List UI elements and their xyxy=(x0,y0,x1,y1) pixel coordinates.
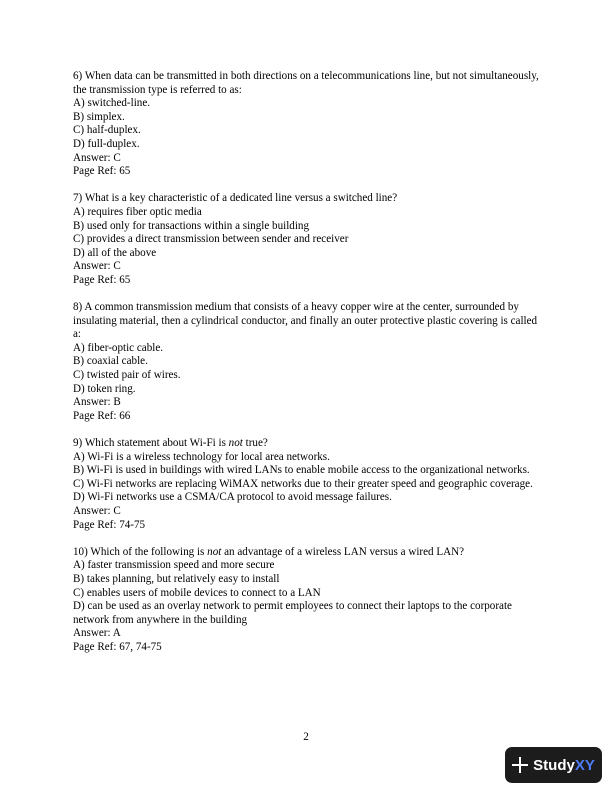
studyxy-wordmark-main: Study xyxy=(533,756,575,774)
question-10-prompt-start: 10) Which of the following is xyxy=(73,545,208,558)
studyxy-wordmark xyxy=(533,757,595,774)
question-8-option-c: C) twisted pair of wires. xyxy=(73,369,181,382)
question-9-prompt-emphasis: not xyxy=(228,437,243,450)
question-10-prompt-emphasis: not xyxy=(207,545,222,558)
question-6-option-b: B) simplex. xyxy=(73,110,125,123)
question-9 xyxy=(73,437,543,532)
question-8-option-d: D) token ring. xyxy=(73,382,136,395)
question-8-page-ref: Page Ref: 66 xyxy=(73,409,131,422)
question-9-option-d: D) Wi-Fi networks use a CSMA/CA protocol to avoid message failures. xyxy=(73,491,392,504)
studyxy-wordmark-accent: XY xyxy=(574,756,595,774)
question-9-prompt xyxy=(73,437,543,451)
page-number: 2 xyxy=(303,731,309,743)
question-10-option-b: B) takes planning, but relatively easy to install xyxy=(73,572,280,585)
question-6-option-c: C) half-duplex. xyxy=(73,124,141,137)
question-9-page-ref: Page Ref: 74-75 xyxy=(73,518,146,531)
question-7-option-b: B) used only for transactions within a single building xyxy=(73,219,310,232)
question-7-option-a: A) requires fiber optic media xyxy=(73,205,202,218)
studyxy-badge[interactable] xyxy=(505,747,602,783)
question-9-option-a: A) Wi-Fi is a wireless technology for local area networks. xyxy=(73,450,330,463)
question-9-prompt-start: 9) Which statement about Wi-Fi is xyxy=(73,437,229,450)
question-7-page-ref: Page Ref: 65 xyxy=(73,273,131,286)
question-9-answer: Answer: C xyxy=(73,505,121,517)
question-9-option-c: C) Wi-Fi networks are replacing WiMAX networks due to their greater speed and geographic coverage. xyxy=(73,477,533,490)
question-6-answer: Answer: C xyxy=(73,151,121,164)
question-7 xyxy=(73,192,543,287)
question-9-prompt-end: true? xyxy=(242,437,268,450)
question-10-option-c: C) enables users of mobile devices to connect to a LAN xyxy=(73,586,321,599)
question-6-option-d: D) full-duplex. xyxy=(73,137,140,150)
question-8-option-b: B) coaxial cable. xyxy=(73,355,148,368)
question-10 xyxy=(73,546,543,655)
question-8-answer: Answer: B xyxy=(73,396,121,409)
question-8 xyxy=(73,301,543,423)
question-8-prompt: 8) A common transmission medium that consists of a heavy copper wire at the center, surrounded by insulating material, then a cylindrical conductor, and finally an outer protective plastic covering is called a: xyxy=(73,301,538,341)
question-10-prompt-end: an advantage of a wireless LAN versus a wired LAN? xyxy=(221,545,465,558)
question-7-answer: Answer: C xyxy=(73,260,121,273)
question-10-option-a: A) faster transmission speed and more secure xyxy=(73,559,275,572)
question-6-page-ref: Page Ref: 65 xyxy=(73,165,131,178)
question-10-option-d: D) can be used as an overlay network to permit employees to connect their laptops to the corporate network from anywhere in the building xyxy=(73,600,512,626)
plus-icon xyxy=(512,757,528,773)
question-7-option-c: C) provides a direct transmission between sender and receiver xyxy=(73,233,349,246)
question-6 xyxy=(73,70,543,179)
question-7-option-d: D) all of the above xyxy=(73,246,157,259)
question-6-prompt: 6) When data can be transmitted in both directions on a telecommunications line, but not simultaneously, the transmission type is referred to as: xyxy=(73,70,539,96)
question-10-answer: Answer: A xyxy=(73,627,121,640)
question-7-prompt: 7) What is a key characteristic of a dedicated line versus a switched line? xyxy=(73,192,398,205)
question-10-prompt xyxy=(73,546,543,560)
question-6-option-a: A) switched-line. xyxy=(73,97,151,110)
question-8-option-a: A) fiber-optic cable. xyxy=(73,341,164,354)
question-10-page-ref: Page Ref: 67, 74-75 xyxy=(73,640,162,653)
question-list xyxy=(73,70,543,668)
question-9-option-b: B) Wi-Fi is used in buildings with wired LANs to enable mobile access to the organizational networks. xyxy=(73,464,530,477)
